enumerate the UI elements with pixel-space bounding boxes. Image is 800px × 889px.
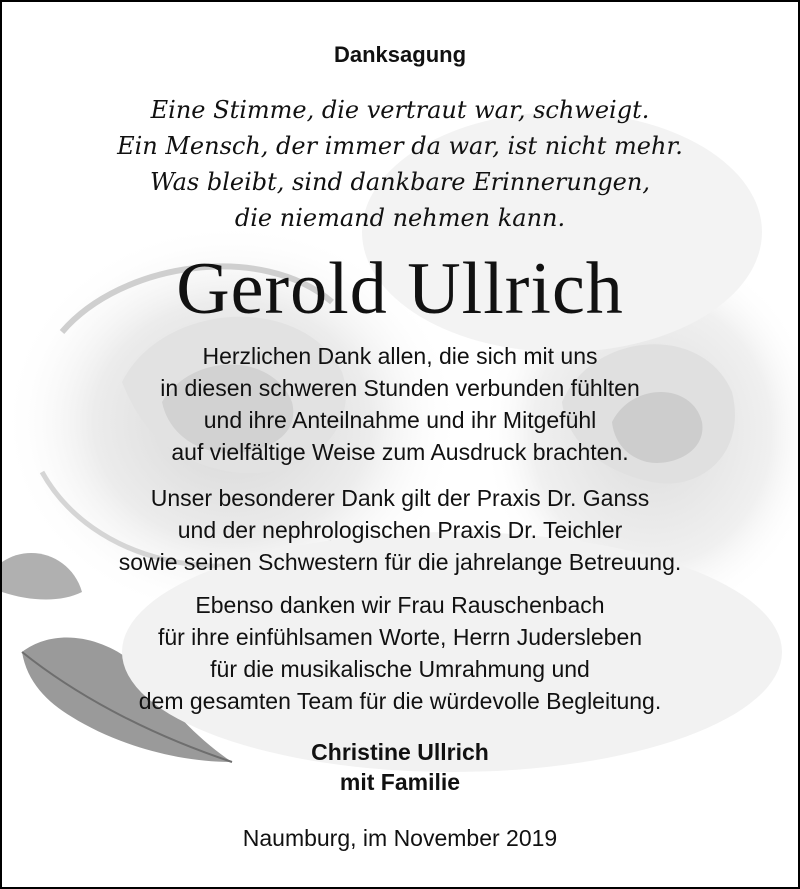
paragraph-line: Ebenso danken wir Frau Rauschenbach <box>195 592 605 618</box>
poem-line: Eine Stimme, die vertraut war, schweigt. <box>150 96 650 124</box>
poem-line: Was bleibt, sind dankbare Erinnerungen, <box>150 168 650 196</box>
paragraph-line: und ihre Anteilnahme und ihr Mitgefühl <box>203 407 597 433</box>
paragraph-line: Herzlichen Dank allen, die sich mit uns <box>202 343 598 369</box>
signature <box>2 737 798 797</box>
paragraph-line: für die musikalische Umrahmung und <box>210 656 590 682</box>
paragraph-line: in diesen schweren Stunden verbunden fühlten <box>160 375 640 401</box>
thanks-paragraph-3 <box>2 589 798 717</box>
paragraph-line: auf vielfältige Weise zum Ausdruck brachten. <box>171 439 629 465</box>
heading: Danksagung <box>333 42 467 67</box>
poem <box>2 92 798 236</box>
paragraph-line: dem gesamten Team für die würdevolle Begleitung. <box>138 688 662 714</box>
poem-line: die niemand nehmen kann. <box>234 204 566 232</box>
paragraph-line: sowie seinen Schwestern für die jahrelange Betreuung. <box>118 549 682 575</box>
paragraph-line: Unser besonderer Dank gilt der Praxis Dr. Ganss <box>150 485 650 511</box>
poem-line: Ein Mensch, der immer da war, ist nicht mehr. <box>117 132 683 160</box>
paragraph-line: und der nephrologischen Praxis Dr. Teichler <box>177 517 623 543</box>
deceased-name: Gerold Ullrich <box>176 248 624 330</box>
signature-line: mit Familie <box>339 769 461 795</box>
thanks-paragraph-1 <box>2 340 798 468</box>
signature-line: Christine Ullrich <box>311 739 489 765</box>
place-date: Naumburg, im November 2019 <box>242 825 558 851</box>
thanks-paragraph-2 <box>2 482 798 578</box>
paragraph-line: für ihre einfühlsamen Worte, Herrn Judersleben <box>157 624 643 650</box>
